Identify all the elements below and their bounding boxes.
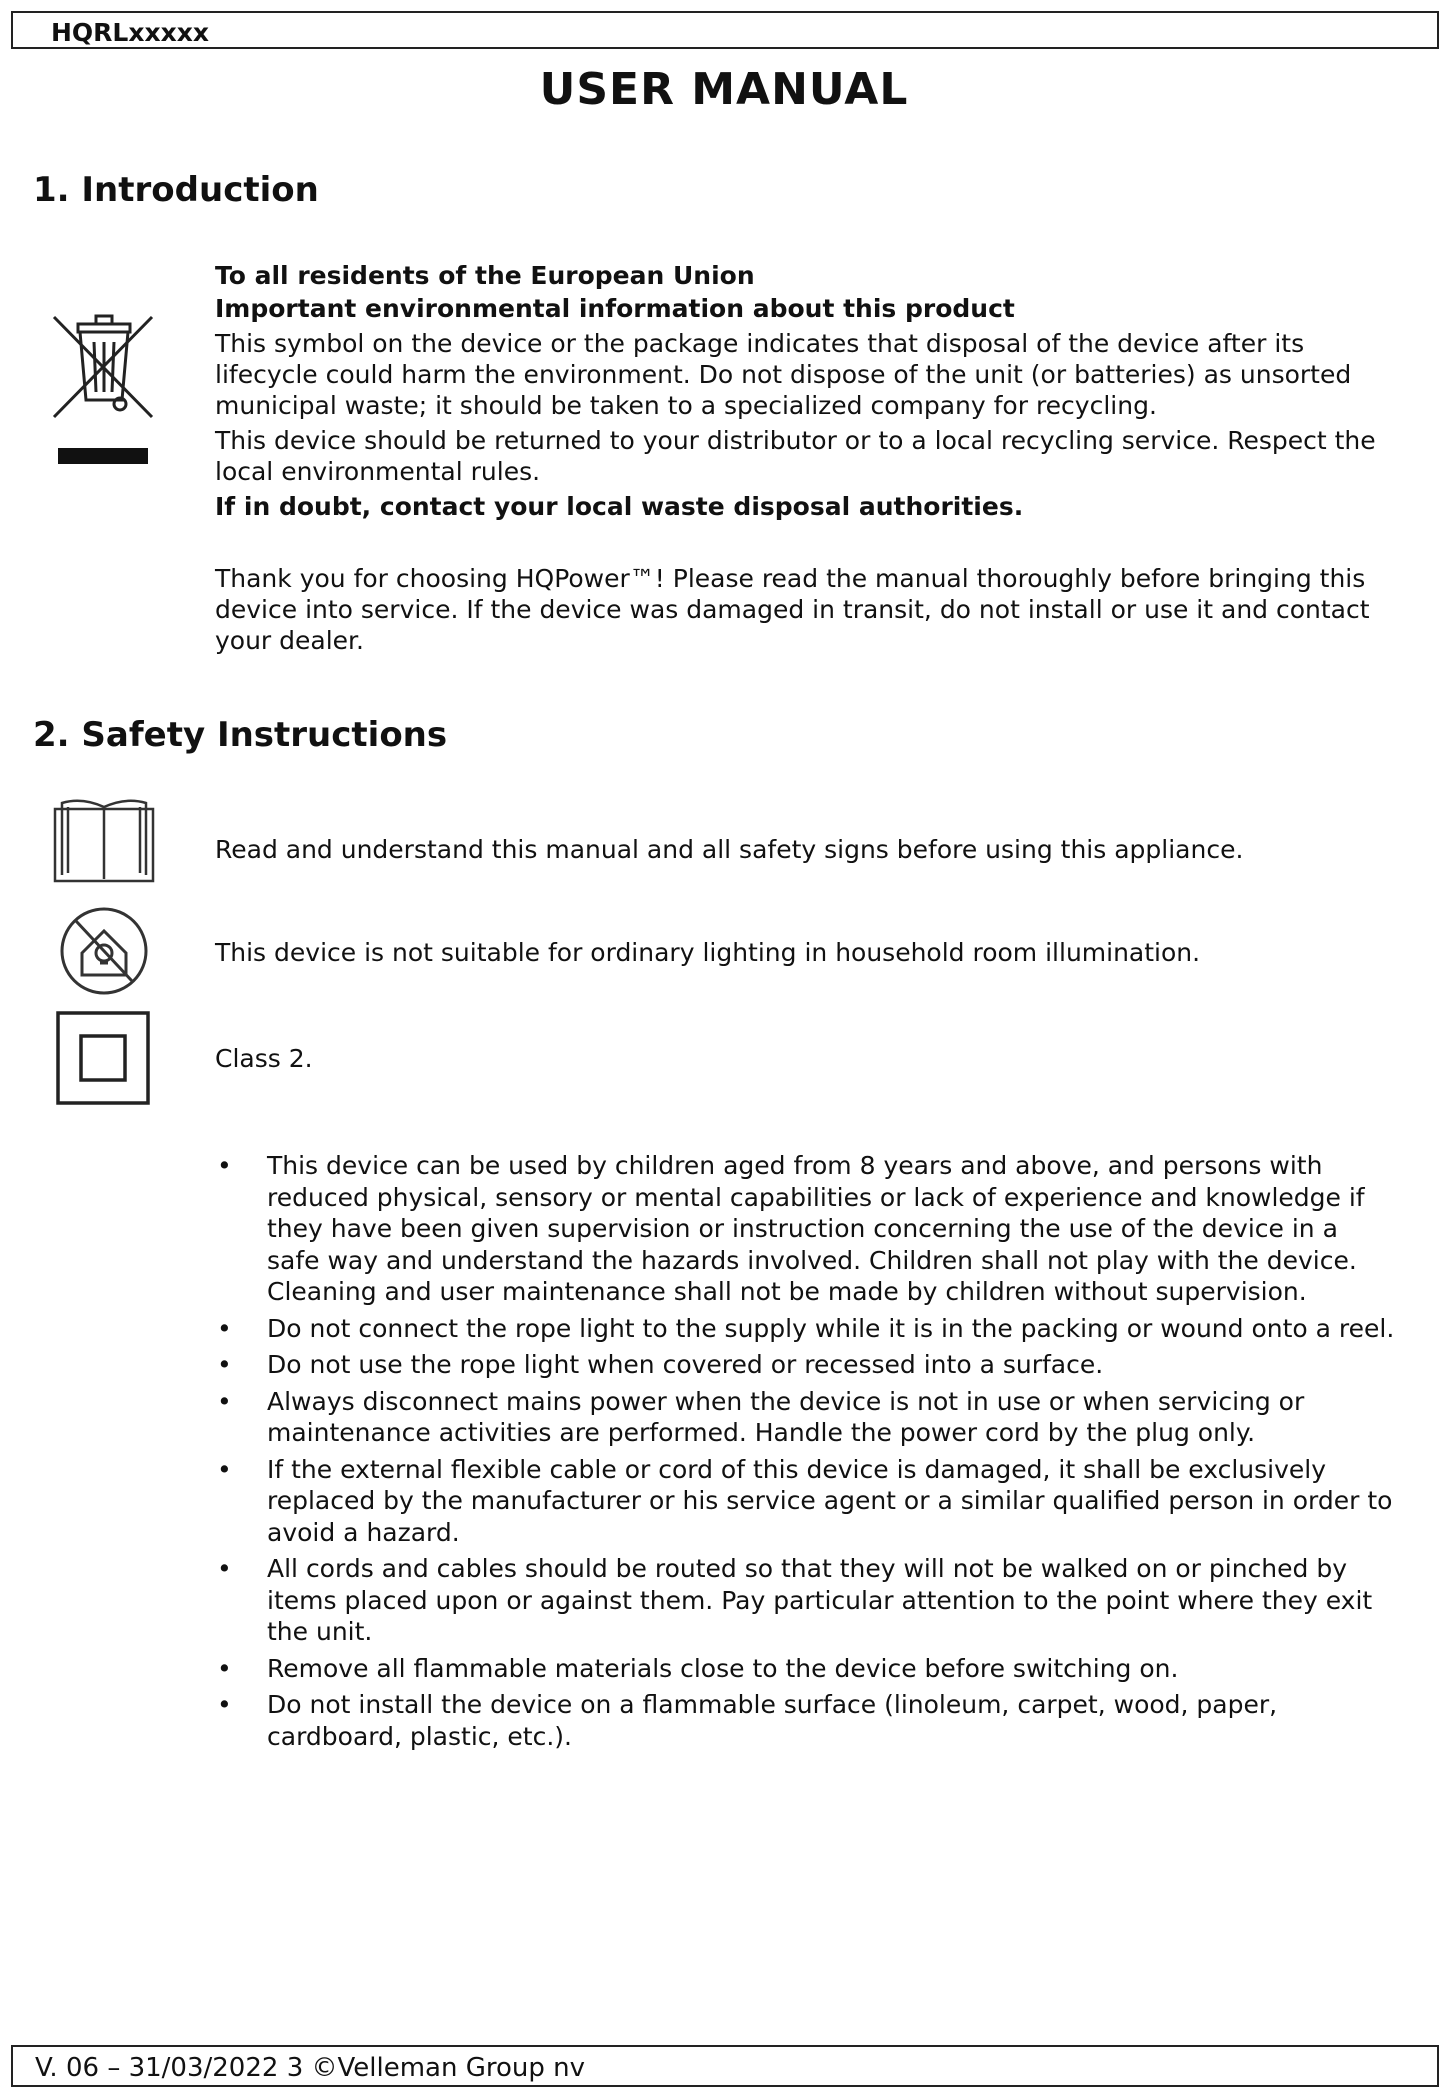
safety-bullet-list bbox=[215, 1150, 1395, 1757]
manual-book-icon bbox=[52, 795, 156, 889]
thanks-paragraph: Thank you for choosing HQPower™! Please read the manual thoroughly before bringing this device into service. If the device was damaged in transit, do not install or use it and contact your dealer. bbox=[215, 564, 1370, 655]
page-title: USER MANUAL bbox=[539, 64, 909, 115]
safety-heading: 2. Safety Instructions bbox=[33, 715, 448, 755]
list-item: • Do not use the rope light when covered or recessed into a surface. bbox=[215, 1349, 1395, 1381]
list-item: • Remove all flammable materials close to the device before switching on. bbox=[215, 1653, 1395, 1685]
list-item: • Do not install the device on a flammable surface (linoleum, carpet, wood, paper, cardboard, plastic, etc.). bbox=[215, 1689, 1395, 1752]
list-item: • All cords and cables should be routed so that they will not be walked on or pinched by items placed upon or against them. Pay particular attention to the point where they exit the unit. bbox=[215, 1553, 1395, 1648]
doubt-line: If in doubt, contact your local waste disposal authorities. bbox=[215, 492, 1024, 521]
footer-box bbox=[11, 2045, 1439, 2087]
list-item: • Do not connect the rope light to the supply while it is in the packing or wound onto a reel. bbox=[215, 1313, 1395, 1345]
list-item: • Always disconnect mains power when the device is not in use or when servicing or maintenance activities are performed. Handle the power cord by the plug only. bbox=[215, 1386, 1395, 1449]
list-item: • If the external flexible cable or cord of this device is damaged, it shall be exclusively replaced by the manufacturer or his service agent or a similar qualified person in order to avoid a hazard. bbox=[215, 1454, 1395, 1549]
weee-bin-icon bbox=[50, 312, 160, 471]
eu-residents-line: To all residents of the European Union bbox=[215, 261, 755, 290]
intro-heading: 1. Introduction bbox=[33, 170, 319, 210]
no-household-lighting-icon bbox=[52, 905, 156, 1001]
class-2-icon bbox=[55, 1010, 151, 1110]
weee-paragraph: This symbol on the device or the package indicates that disposal of the device after its lifecycle could harm the environment. Do not dispose of the unit (or batteries) as unsorted municipal waste; it should be taken to a specialized company for recycling. bbox=[215, 329, 1352, 420]
model-code: HQRLxxxxx bbox=[51, 18, 209, 47]
env-info-line: Important environmental information about this product bbox=[215, 294, 1015, 323]
list-item: • This device can be used by children aged from 8 years and above, and persons with reduced physical, sensory or mental capabilities or lack of experience and knowledge if they have been given supervision or instruction concerning the use of the device in a safe way and understand the hazards involved. Children shall not play with the device. Cleaning and user maintenance shall not be made by children without supervision. bbox=[215, 1150, 1395, 1308]
header-box bbox=[11, 11, 1439, 49]
return-paragraph: This device should be returned to your distributor or to a local recycling service. Respect the local environmental rules. bbox=[215, 426, 1376, 486]
symbol-text-household: This device is not suitable for ordinary lighting in household room illumination. bbox=[215, 938, 1201, 967]
symbol-text-manual: Read and understand this manual and all safety signs before using this appliance. bbox=[215, 835, 1244, 864]
footer-text: V. 06 – 31/03/2022 3 ©Velleman Group nv bbox=[35, 2053, 585, 2083]
symbol-text-class2: Class 2. bbox=[215, 1044, 313, 1073]
